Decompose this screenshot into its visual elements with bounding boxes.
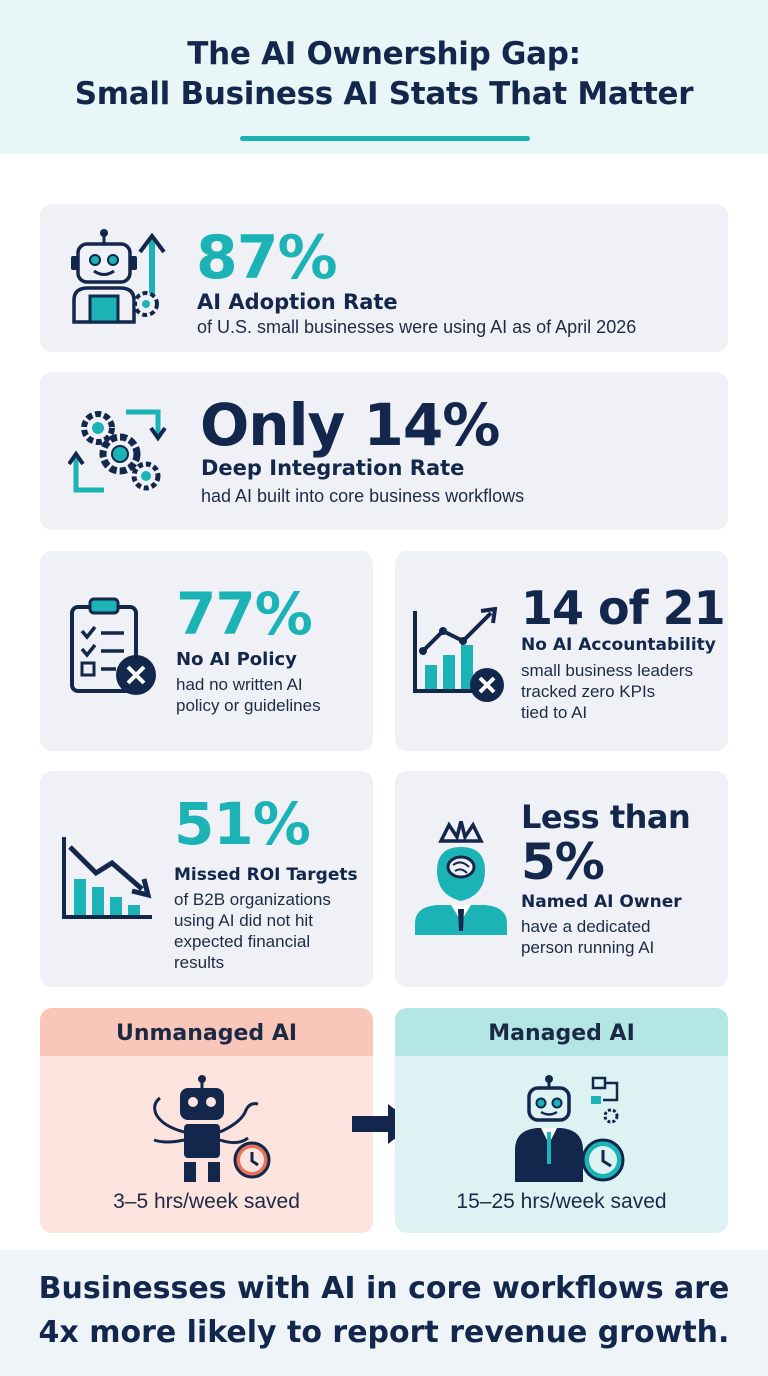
roi-desc-1: of B2B organizations [174, 890, 331, 909]
unmanaged-title: Unmanaged AI [40, 1008, 373, 1056]
owner-desc-1: have a dedicated [521, 917, 651, 936]
managed-saved: 15–25 hrs/week saved [456, 1190, 667, 1213]
chart-x-icon [411, 607, 511, 705]
declining-chart-icon [60, 833, 160, 923]
policy-card [40, 551, 373, 751]
policy-desc-2: policy or guidelines [176, 696, 321, 715]
owner-value-line-1: Less than [521, 798, 691, 836]
integration-card [40, 372, 728, 530]
gears-cycle-icon [68, 398, 172, 502]
adoption-card [40, 204, 728, 352]
policy-value: 77% [176, 580, 312, 648]
unmanaged-saved: 3–5 hrs/week saved [113, 1190, 300, 1213]
policy-label: No AI Policy [176, 649, 297, 670]
footer-statement [0, 1250, 768, 1355]
adoption-desc: of U.S. small businesses were using AI as of April 2026 [197, 317, 637, 337]
roi-value: 51% [174, 790, 310, 858]
accountability-label: No AI Accountability [521, 635, 716, 655]
owner-label: Named AI Owner [521, 892, 682, 912]
title-line-1: The AI Ownership Gap: [187, 36, 581, 72]
title-underline [240, 136, 530, 141]
adoption-value: 87% [196, 223, 337, 293]
integration-value: Only 14% [200, 391, 500, 459]
managed-panel [395, 1008, 728, 1233]
owner-card [395, 771, 728, 987]
clipboard-x-icon [66, 593, 166, 705]
integration-label: Deep Integration Rate [201, 456, 465, 480]
adoption-label: AI Adoption Rate [197, 290, 398, 314]
integration-desc: had AI built into core business workflows [201, 486, 525, 506]
owner-desc-2: person running AI [521, 938, 655, 957]
page-title [0, 0, 768, 114]
roi-label: Missed ROI Targets [174, 865, 358, 885]
roi-desc-2: using AI did not hit [174, 911, 313, 930]
roi-desc-3: expected financial [174, 932, 311, 951]
accountability-desc-3: tied to AI [521, 703, 588, 722]
footer-banner [0, 1250, 768, 1376]
policy-desc-1: had no written AI [176, 675, 303, 694]
robot-manager-icon [507, 1074, 633, 1184]
unmanaged-panel [40, 1008, 373, 1233]
roi-card [40, 771, 373, 987]
header-banner [0, 0, 768, 154]
accountability-card [395, 551, 728, 751]
crowned-person-icon [411, 821, 511, 939]
accountability-value: 14 of 21 [521, 581, 725, 635]
broken-robot-icon [148, 1074, 278, 1184]
footer-line-1: Businesses with AI in core workflows are [38, 1271, 730, 1306]
roi-desc-4: results [174, 953, 225, 972]
accountability-desc-1: small business leaders [521, 661, 693, 680]
accountability-desc-2: tracked zero KPIs [521, 682, 656, 701]
managed-title: Managed AI [395, 1008, 728, 1056]
owner-value-line-2: 5% [521, 833, 604, 891]
title-line-2: Small Business AI Stats That Matter [74, 76, 694, 112]
robot-growth-icon [68, 226, 172, 330]
footer-line-2: 4x more likely to report revenue growth. [38, 1315, 730, 1350]
